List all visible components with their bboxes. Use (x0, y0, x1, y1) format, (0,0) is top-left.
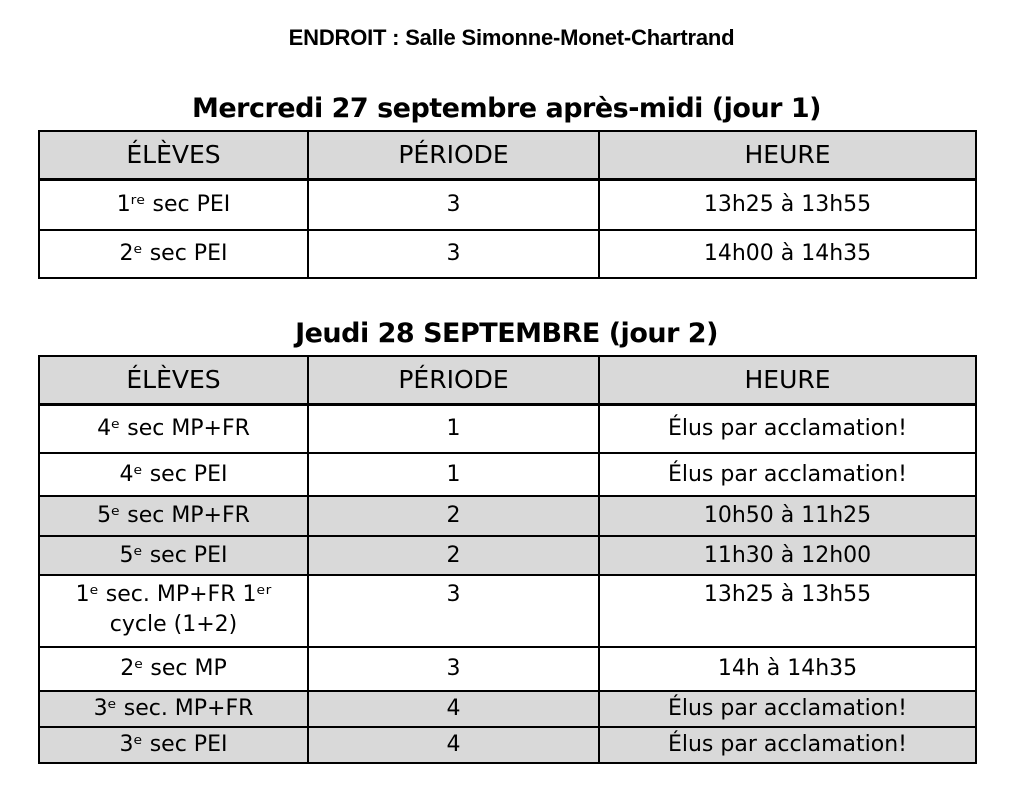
cell-eleves: 5ᵉ sec MP+FR (39, 496, 308, 536)
schedule-table-day2 (38, 355, 977, 764)
cell-heure: Élus par acclamation! (599, 404, 976, 453)
cell-periode: 3 (308, 575, 599, 647)
cell-eleves: 5ᵉ sec PEI (39, 536, 308, 575)
table-row (39, 453, 976, 496)
cell-heure: 14h à 14h35 (599, 647, 976, 691)
cell-periode: 1 (308, 453, 599, 496)
cell-heure: 13h25 à 13h55 (599, 575, 976, 647)
cell-periode: 4 (308, 727, 599, 763)
table-row (39, 536, 976, 575)
cell-periode: 3 (308, 179, 599, 230)
table1-title: Mercredi 27 septembre après-midi (jour 1) (191, 93, 822, 124)
table-row (39, 179, 976, 230)
column-header-heure: HEURE (599, 356, 976, 404)
column-header-heure: HEURE (599, 131, 976, 179)
cell-periode: 1 (308, 404, 599, 453)
table2-header-row (39, 356, 976, 404)
cell-heure: Élus par acclamation! (599, 727, 976, 763)
table-row (39, 691, 976, 727)
cell-eleves: 4ᵉ sec PEI (39, 453, 308, 496)
table-row (39, 647, 976, 691)
cell-eleves: 2ᵉ sec MP (39, 647, 308, 691)
column-header-eleves: ÉLÈVES (39, 356, 308, 404)
cell-eleves: 2ᵉ sec PEI (39, 230, 308, 278)
cell-periode: 3 (308, 230, 599, 278)
cell-eleves-line1: 1ᵉ sec. MP+FR 1ᵉʳ (75, 582, 272, 607)
table-row (39, 404, 976, 453)
cell-periode: 3 (308, 647, 599, 691)
table-row (39, 575, 976, 647)
cell-periode: 4 (308, 691, 599, 727)
cell-eleves: 1ʳᵉ sec PEI (39, 179, 308, 230)
schedule-table-day1 (38, 130, 977, 279)
location-heading: ENDROIT : Salle Simonne-Monet-Chartrand (288, 25, 735, 50)
table-row (39, 496, 976, 536)
cell-heure: Élus par acclamation! (599, 453, 976, 496)
cell-heure: 11h30 à 12h00 (599, 536, 976, 575)
cell-eleves-line2: cycle (1+2) (109, 612, 238, 637)
column-header-eleves: ÉLÈVES (39, 131, 308, 179)
table1-header-row (39, 131, 976, 179)
cell-periode: 2 (308, 496, 599, 536)
cell-heure: Élus par acclamation! (599, 691, 976, 727)
cell-eleves: 3ᵉ sec PEI (39, 727, 308, 763)
table-row (39, 230, 976, 278)
column-header-periode: PÉRIODE (308, 131, 599, 179)
cell-heure: 10h50 à 11h25 (599, 496, 976, 536)
column-header-periode: PÉRIODE (308, 356, 599, 404)
cell-periode: 2 (308, 536, 599, 575)
cell-eleves (39, 575, 308, 647)
cell-heure: 13h25 à 13h55 (599, 179, 976, 230)
cell-eleves: 3ᵉ sec. MP+FR (39, 691, 308, 727)
table2-title: Jeudi 28 SEPTEMBRE (jour 2) (295, 318, 718, 349)
table-row (39, 727, 976, 763)
cell-eleves: 4ᵉ sec MP+FR (39, 404, 308, 453)
cell-heure: 14h00 à 14h35 (599, 230, 976, 278)
